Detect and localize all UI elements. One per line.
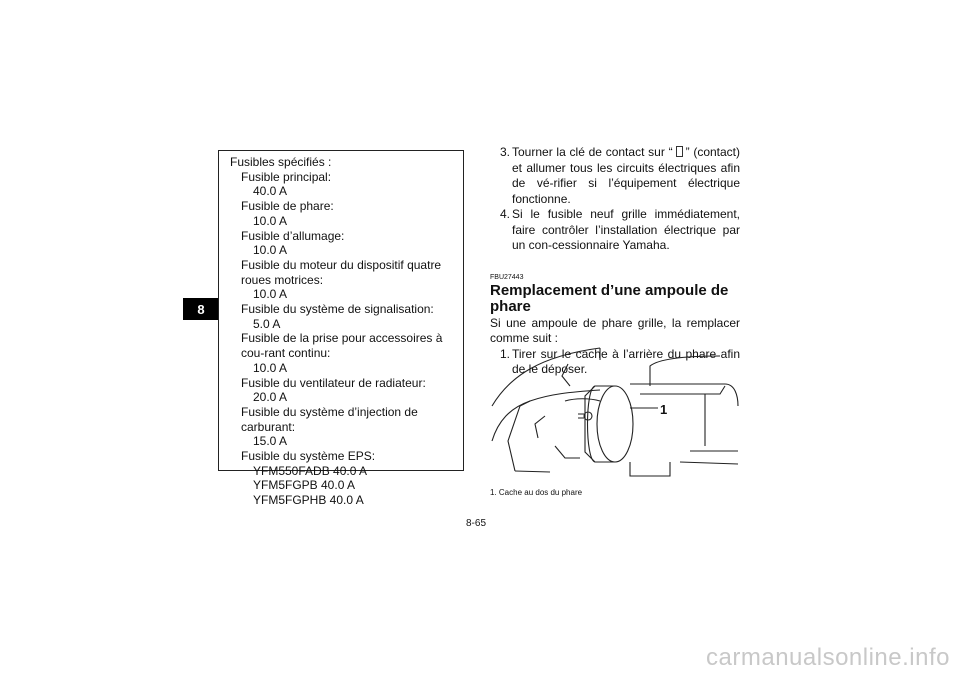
step-text: Si le fusible neuf grille immédiatement, faire contrôler l’installation électrique par un con-cessionnaire Yamaha.: [512, 207, 740, 252]
step-number: 3.: [500, 145, 511, 159]
step-text-cont: ” (contact) et allumer tous les circuits électriques afin de vé-rifier si l’équipement électrique fonctionne.: [512, 145, 741, 206]
chapter-tab: 8: [183, 298, 219, 320]
fuse-name: Fusible du système d’injection de carburant:: [241, 404, 418, 434]
fuse-name: Fusible d’allumage:: [241, 228, 345, 243]
step-4: [490, 207, 740, 254]
fuse-rating: YFM550FADB 40.0 A: [253, 463, 368, 478]
figure-callout: 1: [660, 402, 668, 417]
fuse-name: Fusible du ventilateur de radiateur:: [241, 375, 426, 390]
section-intro: Si une ampoule de phare grille, la remplacer comme suit :: [490, 315, 740, 345]
fuse-rating: 10.0 A: [253, 287, 288, 302]
step-text: Tirer sur le cache à l’arrière du phare afin de le déposer.: [512, 346, 740, 376]
fuse-rating: YFM5FGPB 40.0 A: [253, 478, 356, 493]
headlight-illustration: [490, 346, 740, 480]
fuse-rating: 10.0 A: [253, 243, 288, 258]
fuse-rating: 5.0 A: [253, 316, 281, 331]
section-code: FBU27443: [490, 273, 524, 281]
step-number: 1.: [500, 346, 511, 361]
spec-lines: [230, 170, 457, 508]
fuse-spec-box: [218, 150, 464, 508]
section-heading: Remplacement d’une ampoule de phare: [490, 281, 729, 315]
fuse-rating: 20.0 A: [253, 390, 288, 405]
fuse-rating: 40.0 A: [253, 184, 288, 199]
fuse-rating: 10.0 A: [253, 360, 288, 375]
step-3: [490, 145, 740, 207]
fuse-rating: 15.0 A: [253, 434, 288, 449]
fuse-name: Fusible de phare:: [241, 199, 334, 214]
right-column: [490, 145, 740, 378]
headlight-drawing: [490, 346, 740, 480]
fuse-name: Fusible du système de signalisation:: [241, 302, 434, 317]
watermark-text: carmanualsonline.info: [706, 644, 950, 671]
key-on-symbol-icon: [676, 146, 683, 157]
step-text: Tourner la clé de contact sur “: [512, 145, 673, 159]
figure-caption: 1. Cache au dos du phare: [490, 488, 583, 497]
step-number: 4.: [500, 207, 511, 221]
fuse-name: Fusible principal:: [241, 169, 332, 184]
fuse-name: Fusible du système EPS:: [241, 449, 376, 464]
fuse-name: Fusible de la prise pour accessoires à cou-rant continu:: [241, 331, 443, 361]
page-number: 8-65: [466, 518, 487, 529]
spec-box-title: Fusibles spécifiés :: [230, 155, 332, 169]
fuse-name: Fusible du moteur du dispositif quatre roues motrices:: [241, 257, 442, 287]
fuse-rating: 10.0 A: [253, 213, 288, 228]
fuse-rating: YFM5FGPHB 40.0 A: [253, 493, 364, 508]
